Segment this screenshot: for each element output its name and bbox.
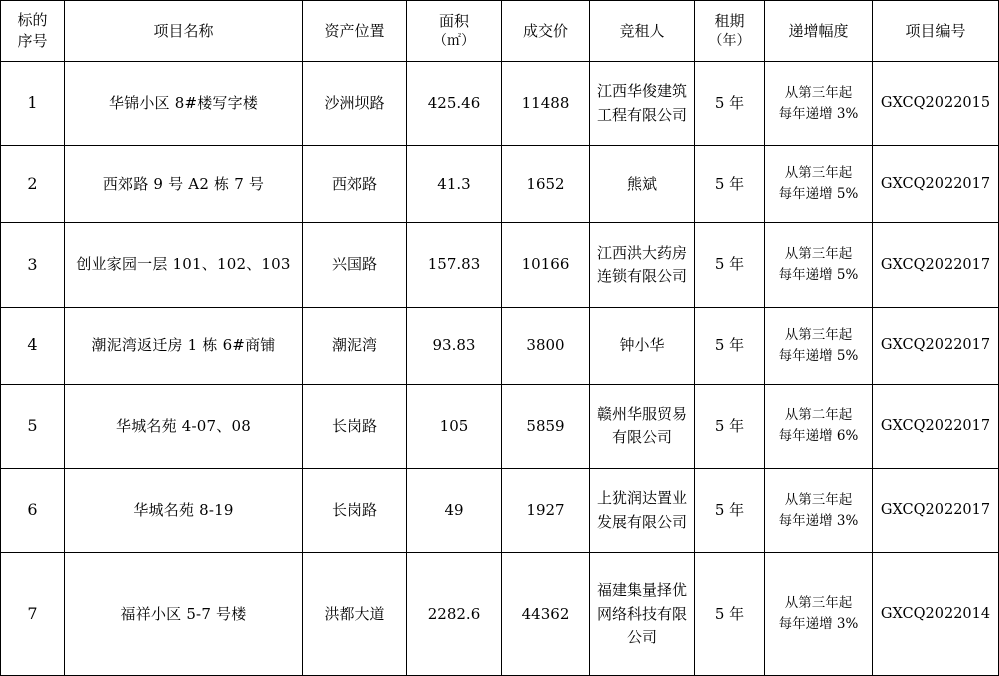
column-header-index-line1: 标的: [17, 11, 48, 29]
cell-term: 5 年: [695, 384, 765, 468]
cell-area: 2282.6: [407, 553, 502, 676]
cell-increase: [765, 384, 873, 468]
table-row: [1, 146, 999, 223]
cell-price: 11488: [502, 62, 590, 146]
column-header-bidder-label: 竞租人: [619, 21, 665, 40]
cell-increase-line2: 每年递增 5%: [778, 186, 859, 203]
cell-term: 5 年: [695, 468, 765, 552]
column-header-name-label: 项目名称: [153, 21, 214, 40]
cell-project-name: 福祥小区 5-7 号楼: [65, 553, 303, 676]
cell-project-name: 西郊路 9 号 A2 栋 7 号: [65, 146, 303, 223]
cell-price: 5859: [502, 384, 590, 468]
cell-project-code: GXCQ2022017: [873, 384, 999, 468]
cell-increase-line1: 从第三年起: [784, 326, 853, 343]
cell-term: 5 年: [695, 223, 765, 307]
column-header-term-unit: （年）: [708, 32, 751, 49]
cell-increase-line2: 每年递增 3%: [778, 616, 859, 633]
cell-bidder: 熊斌: [590, 146, 695, 223]
table-row: [1, 307, 999, 384]
cell-term: 5 年: [695, 307, 765, 384]
cell-location: 沙洲坝路: [303, 62, 407, 146]
cell-project-code: GXCQ2022017: [873, 223, 999, 307]
cell-price: 10166: [502, 223, 590, 307]
cell-index: 6: [1, 468, 65, 552]
cell-area: 49: [407, 468, 502, 552]
cell-increase-line1: 从第三年起: [784, 246, 853, 263]
column-header-code: [873, 1, 999, 62]
cell-index: 4: [1, 307, 65, 384]
cell-area: 93.83: [407, 307, 502, 384]
column-header-area-label: 面积: [438, 11, 469, 30]
cell-price: 1927: [502, 468, 590, 552]
table-row: [1, 62, 999, 146]
cell-increase-line1: 从第三年起: [784, 491, 853, 508]
cell-area: 425.46: [407, 62, 502, 146]
cell-increase-line1: 从第二年起: [784, 407, 853, 424]
cell-term: 5 年: [695, 146, 765, 223]
cell-index: 2: [1, 146, 65, 223]
cell-bidder: 钟小华: [590, 307, 695, 384]
cell-increase: [765, 62, 873, 146]
cell-project-name: 华锦小区 8#楼写字楼: [65, 62, 303, 146]
cell-area: 157.83: [407, 223, 502, 307]
cell-bidder: 上犹润达置业发展有限公司: [590, 468, 695, 552]
cell-location: 兴国路: [303, 223, 407, 307]
column-header-price: [502, 1, 590, 62]
column-header-name: [65, 1, 303, 62]
cell-increase-line2: 每年递增 3%: [778, 105, 859, 122]
column-header-increase: [765, 1, 873, 62]
column-header-price-label: 成交价: [522, 21, 568, 40]
cell-index: 5: [1, 384, 65, 468]
column-header-term: [695, 1, 765, 62]
cell-increase-line1: 从第三年起: [784, 165, 853, 182]
cell-location: 洪都大道: [303, 553, 407, 676]
table-header-row: [1, 1, 999, 62]
cell-index: 3: [1, 223, 65, 307]
cell-bidder: 赣州华服贸易有限公司: [590, 384, 695, 468]
cell-index: 1: [1, 62, 65, 146]
column-header-code-label: 项目编号: [905, 21, 966, 40]
column-header-location-label: 资产位置: [324, 21, 385, 40]
cell-increase: [765, 307, 873, 384]
cell-location: 长岗路: [303, 384, 407, 468]
cell-location: 西郊路: [303, 146, 407, 223]
column-header-index-line2: 序号: [17, 32, 48, 50]
table-row: [1, 553, 999, 676]
column-header-index: [1, 1, 65, 62]
cell-area: 105: [407, 384, 502, 468]
column-header-area-unit: （㎡）: [433, 32, 475, 49]
cell-location: 潮泥湾: [303, 307, 407, 384]
cell-increase-line2: 每年递增 5%: [778, 347, 859, 364]
column-header-area: [407, 1, 502, 62]
table-header: [1, 1, 999, 62]
column-header-increase-label: 递增幅度: [788, 21, 849, 40]
cell-project-code: GXCQ2022015: [873, 62, 999, 146]
cell-project-code: GXCQ2022017: [873, 307, 999, 384]
table-row: [1, 223, 999, 307]
cell-project-name: 创业家园一层 101、102、103: [65, 223, 303, 307]
cell-project-name: 华城名苑 4-07、08: [65, 384, 303, 468]
column-header-term-label: 租期: [714, 11, 745, 30]
cell-price: 1652: [502, 146, 590, 223]
cell-increase: [765, 468, 873, 552]
cell-term: 5 年: [695, 62, 765, 146]
column-header-bidder: [590, 1, 695, 62]
cell-project-code: GXCQ2022017: [873, 146, 999, 223]
column-header-location: [303, 1, 407, 62]
cell-increase-line2: 每年递增 6%: [778, 428, 859, 445]
cell-increase: [765, 146, 873, 223]
cell-bidder: 江西华俊建筑工程有限公司: [590, 62, 695, 146]
cell-increase-line1: 从第三年起: [784, 84, 853, 101]
cell-increase-line1: 从第三年起: [784, 595, 853, 612]
cell-increase-line2: 每年递增 5%: [778, 266, 859, 283]
cell-project-code: GXCQ2022014: [873, 553, 999, 676]
cell-project-code: GXCQ2022017: [873, 468, 999, 552]
table-body: [1, 62, 999, 676]
cell-location: 长岗路: [303, 468, 407, 552]
table-row: [1, 468, 999, 552]
cell-increase: [765, 553, 873, 676]
cell-price: 3800: [502, 307, 590, 384]
cell-index: 7: [1, 553, 65, 676]
cell-bidder: 福建集量择优网络科技有限公司: [590, 553, 695, 676]
cell-price: 44362: [502, 553, 590, 676]
cell-increase-line2: 每年递增 3%: [778, 512, 859, 529]
cell-term: 5 年: [695, 553, 765, 676]
cell-bidder: 江西洪大药房连锁有限公司: [590, 223, 695, 307]
cell-area: 41.3: [407, 146, 502, 223]
table-row: [1, 384, 999, 468]
cell-increase: [765, 223, 873, 307]
cell-project-name: 华城名苑 8-19: [65, 468, 303, 552]
cell-project-name: 潮泥湾返迁房 1 栋 6#商铺: [65, 307, 303, 384]
